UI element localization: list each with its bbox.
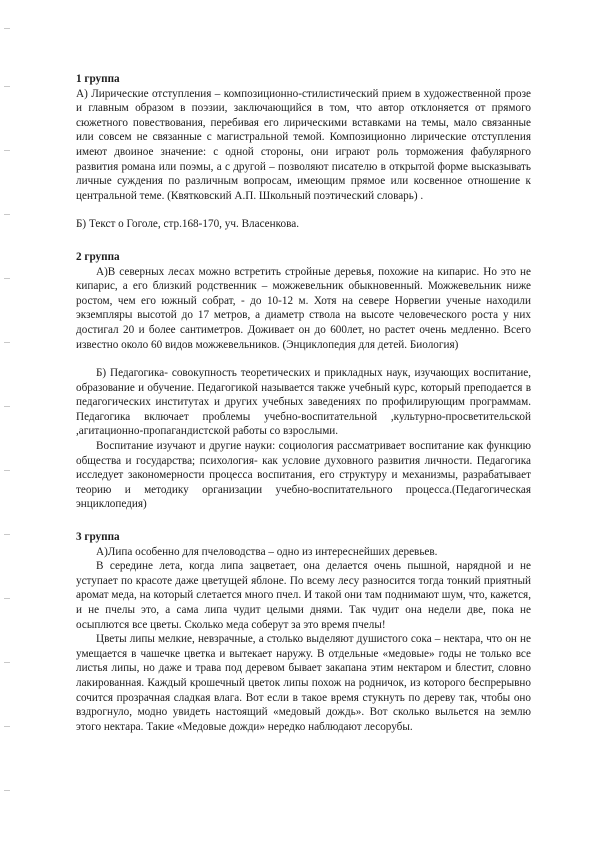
margin-mark	[4, 470, 10, 471]
margin-mark	[4, 278, 10, 279]
group-2-paragraph-b2: Воспитание изучают и другие науки: социология рассматривает воспитание как функцию общества и государства; психология- как условие духовного развития личности. Педагогика исследует закономерности процесса воспитания, его структуру и механизмы, разрабатывает теорию и методику организации учебно-воспитательного процесса.(Педагогическая энциклопедия)	[76, 440, 531, 511]
margin-mark	[4, 214, 10, 215]
group-3-paragraph-a3: Цветы липы мелкие, невзрачные, а столько выделяют душистого сока – нектара, что он не умещается в чашечке цветка и вытекает наружу. В отдельные «медовые» годы не только все листья липы, но даже и трава под деревом бывает закапана этим нектаром и блестит, словно лакированная. Каждый крошечный цветок липы похож на родничок, из которого беспрерывно сочится прозрачная сладкая влага. Вот если в такое время стукнуть по дереву так, чтобы оно вздрогнуло, модно увидеть настоящий «медовый дождь». Вот сколько выльется на землю этого нектара. Такие «Медовые дожди» нередко наблюдают лесорубы.	[76, 633, 531, 733]
group-3-heading: 3 группа	[76, 531, 120, 544]
group-1-section	[76, 72, 531, 232]
group-3-paragraph-a1: А)Липа особенно для пчеловодства – одно из интереснейших деревьев.	[96, 545, 438, 558]
group-3-paragraph-a2: В середине лета, когда липа зацветает, она делается очень пышной, нарядной и не уступает по красоте даже цветущей яблоне. По всему лесу разносится тогда тонкий приятный аромат меда, на который слетается много пчел. И такой они там поднимают шум, что, кажется, и не пчелы это, а сама липа чудит целыми днями. Так чудит она недели две, пока не осыплются все цветы. Сколько меда соберут за это время пчелы!	[76, 560, 531, 631]
margin-mark	[4, 28, 10, 29]
margin-mark	[4, 342, 10, 343]
margin-mark	[4, 150, 10, 151]
document-body	[76, 72, 531, 734]
margin-mark	[4, 86, 10, 87]
margin-mark	[4, 406, 10, 407]
group-1-paragraph-b: Б) Текст о Гоголе, стр.168-170, уч. Власенкова.	[76, 218, 299, 231]
margin-mark	[4, 726, 10, 727]
group-2-section	[76, 250, 531, 512]
margin-mark	[4, 534, 10, 535]
group-1-paragraph-a: А) Лирические отступления – композиционно-стилистический прием в художественной прозе и главным образом в поэзии, заключающийся в том, что автор отклоняется от прямого сюжетного повествования, перебивая его лирическими вставками на темы, мало связанные или совсем не связанные с магистральной темой. Композиционно лирические отступления имеют двоиное значение: с одной стороны, они играют роль торможения фабулярного развития романа или поэмы, а с другой – позволяют писателю в открытой форме высказывать личные суждения по различным вопросам, имеющим прямое или косвенное отношение к центральной теме. (Квятковский А.П. Школьный поэтический словарь) .	[76, 87, 531, 202]
group-2-paragraph-a: А)В северных лесах можно встретить стройные деревья, похожие на кипарис. Но это не кипарис, а его близкий родственник – можжевельник обыкновенный. Можжевельник ниже ростом, чем его южный собрат, - до 10-12 м. Хотя на севере Норвегии ученые находили экземпляры высотой до 17 метров, а диаметр ствола на высоте человеческого роста у них достигал 20 и более сантиметров. Доживает он до 600лет, но растет очень медленно. Всего известно около 60 видов можжевельников. (Энциклопедия для детей. Биология)	[76, 265, 531, 351]
group-1-heading: 1 группа	[76, 73, 120, 85]
group-2-paragraph-b1: Б) Педагогика- совокупность теоретических и прикладных наук, изучающих воспитание, образование и обучение. Педагогикой называется также учебный курс, который преподается в педагогических институтах и других учебных заведениях по профилирующим программам. Педагогика включает проблемы учебно-воспитательной ,культурно-просветительской ,агитационно-пропагандистской работы со взрослыми.	[76, 367, 531, 438]
margin-mark	[4, 598, 10, 599]
margin-mark	[4, 662, 10, 663]
group-3-section	[76, 530, 531, 734]
group-2-heading: 2 группа	[76, 250, 120, 263]
margin-mark	[4, 790, 10, 791]
